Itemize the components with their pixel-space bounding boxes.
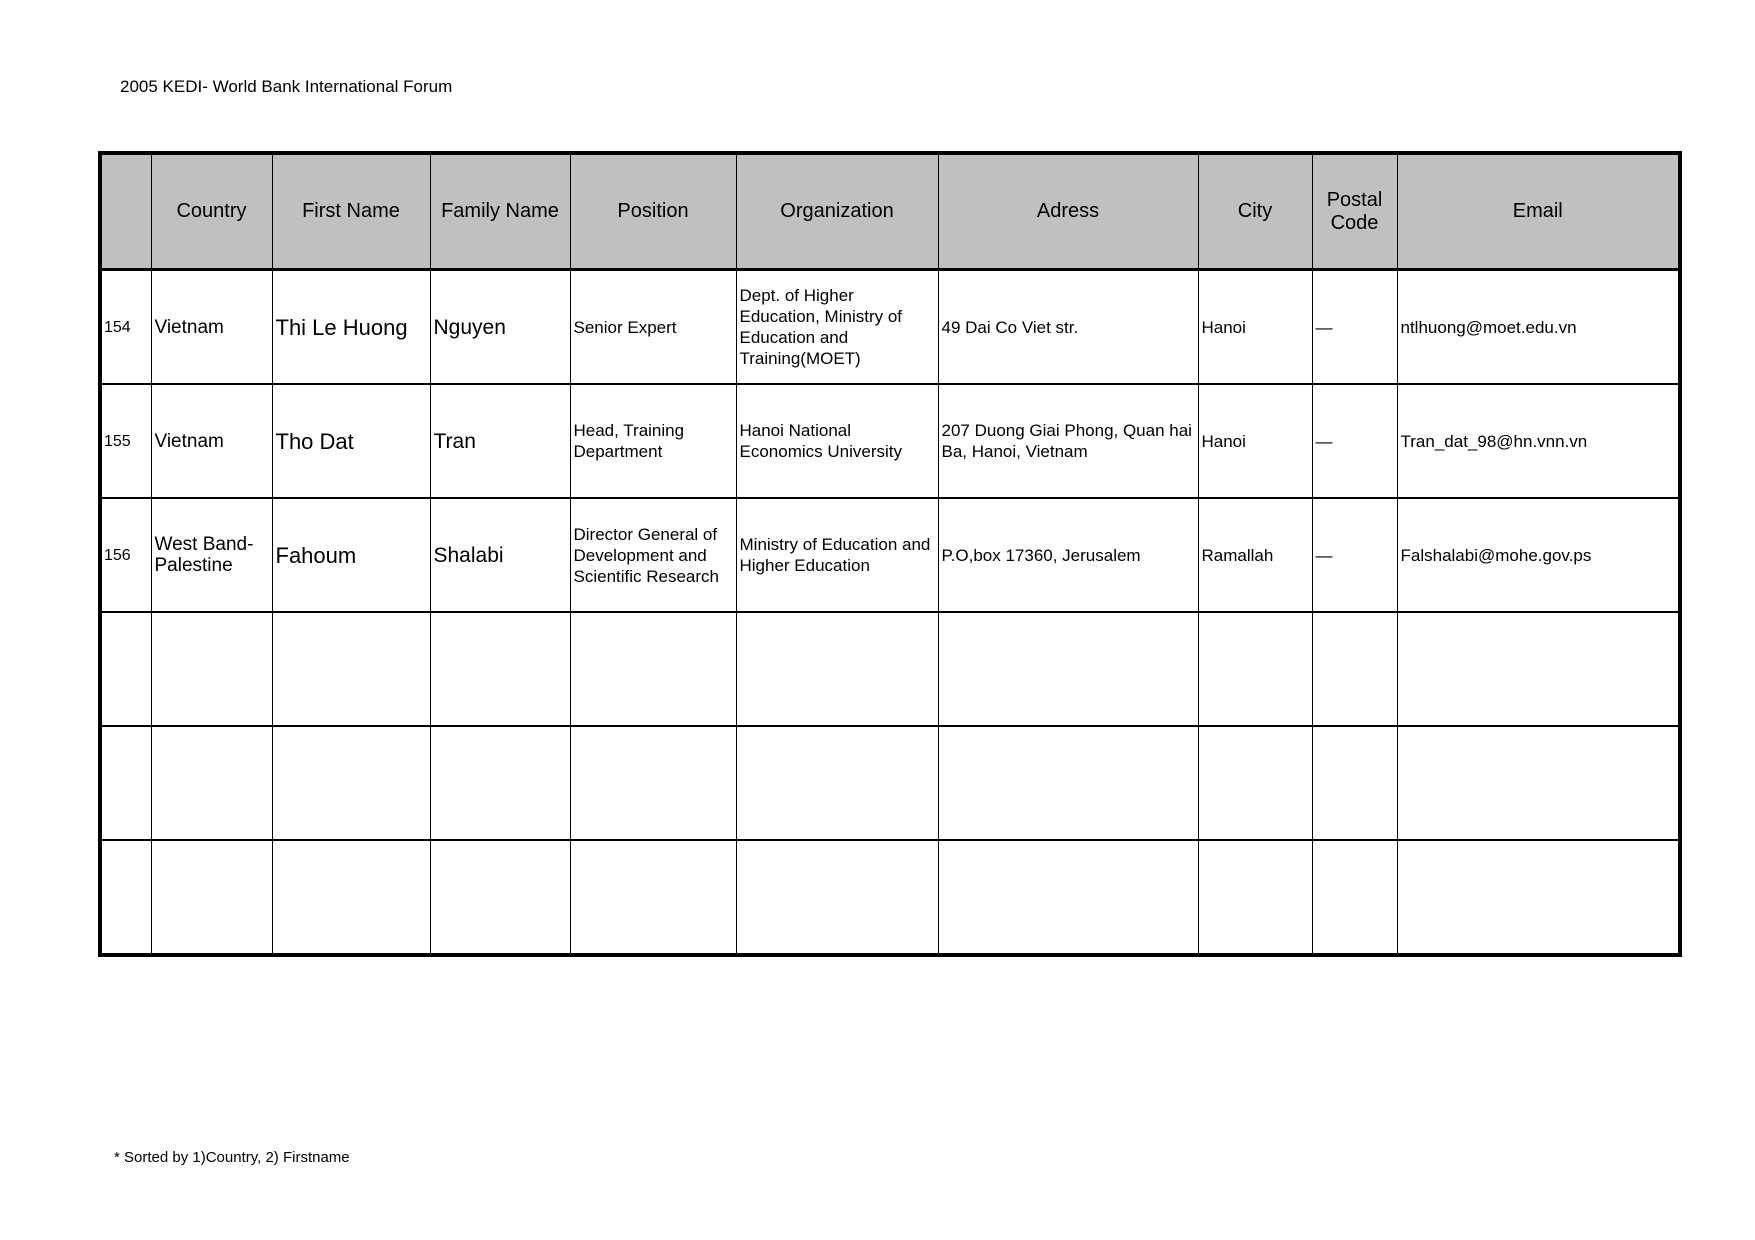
empty-row bbox=[100, 840, 1680, 955]
empty-cell bbox=[100, 726, 151, 840]
cell-position: Director General of Development and Scientific Research bbox=[570, 498, 736, 612]
empty-cell bbox=[1198, 612, 1312, 726]
column-header: Adress bbox=[938, 153, 1198, 270]
empty-cell bbox=[938, 612, 1198, 726]
empty-cell bbox=[938, 840, 1198, 955]
table-row bbox=[100, 498, 1680, 612]
cell-postal: — bbox=[1312, 270, 1397, 385]
column-header bbox=[100, 153, 151, 270]
cell-address: 207 Duong Giai Phong, Quan hai Ba, Hanoi, Vietnam bbox=[938, 384, 1198, 498]
empty-cell bbox=[938, 726, 1198, 840]
empty-row bbox=[100, 726, 1680, 840]
empty-cell bbox=[736, 612, 938, 726]
empty-cell bbox=[1198, 726, 1312, 840]
cell-city: Hanoi bbox=[1198, 384, 1312, 498]
cell-no: 155 bbox=[100, 384, 151, 498]
empty-cell bbox=[151, 612, 272, 726]
empty-cell bbox=[272, 840, 430, 955]
column-header: Organization bbox=[736, 153, 938, 270]
cell-family: Shalabi bbox=[430, 498, 570, 612]
cell-first: Thi Le Huong bbox=[272, 270, 430, 385]
empty-cell bbox=[100, 612, 151, 726]
cell-org: Ministry of Education and Higher Education bbox=[736, 498, 938, 612]
empty-cell bbox=[736, 726, 938, 840]
empty-cell bbox=[570, 726, 736, 840]
cell-city: Ramallah bbox=[1198, 498, 1312, 612]
cell-first: Fahoum bbox=[272, 498, 430, 612]
column-header: Postal Code bbox=[1312, 153, 1397, 270]
empty-cell bbox=[430, 726, 570, 840]
cell-country: West Band-Palestine bbox=[151, 498, 272, 612]
empty-cell bbox=[736, 840, 938, 955]
cell-email: Tran_dat_98@hn.vnn.vn bbox=[1397, 384, 1680, 498]
empty-cell bbox=[151, 840, 272, 955]
empty-cell bbox=[570, 840, 736, 955]
empty-cell bbox=[272, 726, 430, 840]
column-header: Email bbox=[1397, 153, 1680, 270]
column-header: Position bbox=[570, 153, 736, 270]
table-row bbox=[100, 270, 1680, 385]
cell-address: P.O,box 17360, Jerusalem bbox=[938, 498, 1198, 612]
empty-cell bbox=[272, 612, 430, 726]
cell-country: Vietnam bbox=[151, 270, 272, 385]
cell-no: 154 bbox=[100, 270, 151, 385]
cell-org: Dept. of Higher Education, Ministry of Education and Training(MOET) bbox=[736, 270, 938, 385]
footnote: * Sorted by 1)Country, 2) Firstname bbox=[114, 1149, 350, 1166]
empty-row bbox=[100, 612, 1680, 726]
empty-cell bbox=[1397, 840, 1680, 955]
empty-cell bbox=[1312, 726, 1397, 840]
cell-country: Vietnam bbox=[151, 384, 272, 498]
column-header: City bbox=[1198, 153, 1312, 270]
empty-cell bbox=[570, 612, 736, 726]
empty-cell bbox=[430, 612, 570, 726]
empty-cell bbox=[1312, 612, 1397, 726]
empty-cell bbox=[1397, 612, 1680, 726]
cell-position: Head, Training Department bbox=[570, 384, 736, 498]
empty-cell bbox=[1312, 840, 1397, 955]
cell-org: Hanoi National Economics University bbox=[736, 384, 938, 498]
column-header: First Name bbox=[272, 153, 430, 270]
cell-email: ntlhuong@moet.edu.vn bbox=[1397, 270, 1680, 385]
column-header: Country bbox=[151, 153, 272, 270]
page-header-title: 2005 KEDI- World Bank International Forum bbox=[120, 77, 453, 96]
cell-family: Nguyen bbox=[430, 270, 570, 385]
empty-cell bbox=[1198, 840, 1312, 955]
table-row bbox=[100, 384, 1680, 498]
empty-cell bbox=[1397, 726, 1680, 840]
table-header-row bbox=[100, 153, 1680, 270]
cell-address: 49 Dai Co Viet str. bbox=[938, 270, 1198, 385]
cell-postal: — bbox=[1312, 384, 1397, 498]
cell-no: 156 bbox=[100, 498, 151, 612]
cell-city: Hanoi bbox=[1198, 270, 1312, 385]
empty-cell bbox=[430, 840, 570, 955]
cell-postal: — bbox=[1312, 498, 1397, 612]
empty-cell bbox=[100, 840, 151, 955]
cell-family: Tran bbox=[430, 384, 570, 498]
empty-cell bbox=[151, 726, 272, 840]
cell-first: Tho Dat bbox=[272, 384, 430, 498]
participants-table bbox=[98, 151, 1682, 957]
column-header: Family Name bbox=[430, 153, 570, 270]
cell-email: Falshalabi@mohe.gov.ps bbox=[1397, 498, 1680, 612]
cell-position: Senior Expert bbox=[570, 270, 736, 385]
